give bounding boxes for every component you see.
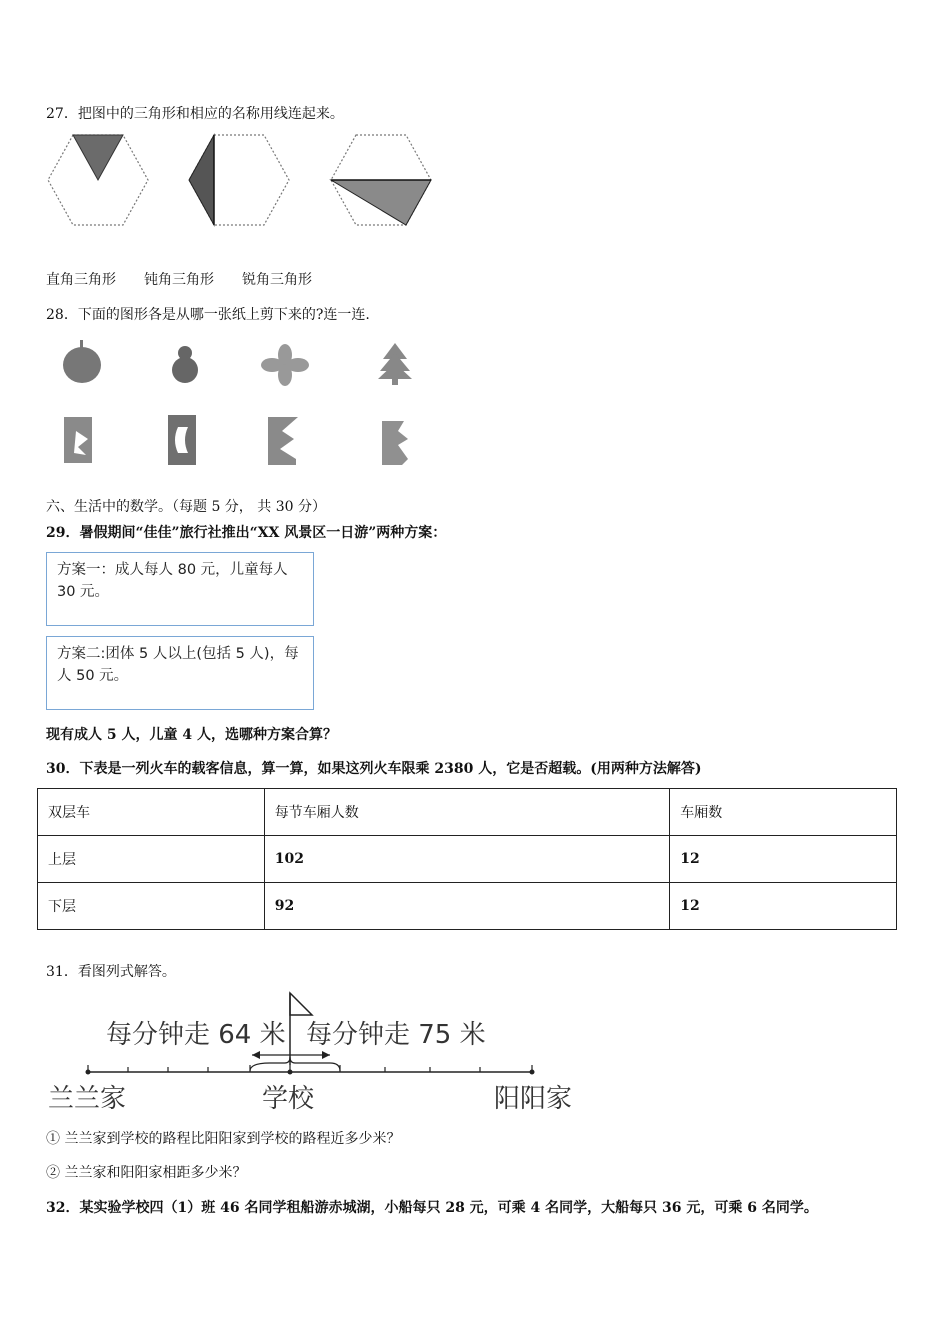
hexagon-1	[48, 135, 148, 225]
table-cell: 上层	[38, 836, 265, 883]
train-table	[37, 788, 897, 930]
q27-prompt: 27．把图中的三角形和相应的名称用线连起来。	[46, 106, 344, 122]
hexagon-2	[189, 135, 289, 225]
paper-c	[268, 417, 298, 465]
table-row	[38, 836, 897, 883]
q32-prompt: 32．某实验学校四（1）班 46 名同学租船游赤城湖，小船每只 28 元，可乘 4 名同学，大船每只 36 元，可乘 6 名同学。	[46, 1200, 818, 1216]
left-speed-label: 每分钟走 64 米	[106, 1020, 286, 1050]
paper-b	[168, 415, 196, 465]
center-place-label: 学校	[262, 1084, 315, 1114]
q28-prompt: 28．下面的图形各是从哪一张纸上剪下来的?连一连.	[46, 307, 370, 323]
table-header: 车厢数	[670, 789, 897, 836]
right-speed-label: 每分钟走 75 米	[306, 1020, 486, 1050]
q31-sub2: ② 兰兰家和阳阳家相距多少米？	[46, 1165, 247, 1181]
label-right-triangle: 直角三角形	[46, 272, 116, 288]
q29-question: 现有成人 5 人，儿童 4 人，选哪种方案合算？	[46, 727, 337, 743]
flower-shape	[261, 344, 309, 386]
table-cell: 102	[264, 836, 670, 883]
plan-2-box: 方案二:团体 5 人以上(包括 5 人)，每人 50 元。	[46, 636, 314, 710]
table-cell: 12	[670, 883, 897, 930]
q31-diagram	[40, 985, 600, 1115]
right-place-label: 阳阳家	[494, 1084, 573, 1114]
q30-prompt: 30．下表是一列火车的载客信息，算一算，如果这列火车限乘 2380 人，它是否超载。(用两种方法解答)	[46, 761, 702, 777]
q31-prompt: 31．看图列式解答。	[46, 964, 176, 980]
q27-labels	[46, 269, 340, 289]
hexagon-3	[331, 135, 431, 225]
gourd-shape	[172, 346, 198, 383]
section-6-title: 六、生活中的数学。（每题 5 分， 共 30 分）	[46, 499, 326, 515]
q27-figure	[40, 130, 440, 230]
table-header: 双层车	[38, 789, 265, 836]
paper-a	[64, 417, 92, 463]
table-row	[38, 883, 897, 930]
table-cell: 12	[670, 836, 897, 883]
ticks	[88, 1065, 532, 1072]
apple-shape	[63, 340, 101, 383]
tree-shape	[378, 343, 412, 385]
label-acute-triangle: 锐角三角形	[242, 272, 312, 288]
table-header-row	[38, 789, 897, 836]
plan-1-box: 方案一：成人每人 80 元，儿童每人 30 元。	[46, 552, 314, 626]
q29-prompt: 29．暑假期间“佳佳”旅行社推出“XX 风景区一日游”两种方案：	[46, 525, 447, 541]
q28-figure	[50, 335, 430, 475]
table-cell: 下层	[38, 883, 265, 930]
q31-sub1: ① 兰兰家到学校的路程比阳阳家到学校的路程近多少米？	[46, 1131, 401, 1147]
label-obtuse-triangle: 钝角三角形	[144, 272, 214, 288]
table-cell: 92	[264, 883, 670, 930]
left-place-label: 兰兰家	[48, 1084, 127, 1114]
paper-d	[382, 421, 408, 465]
table-header: 每节车厢人数	[264, 789, 670, 836]
